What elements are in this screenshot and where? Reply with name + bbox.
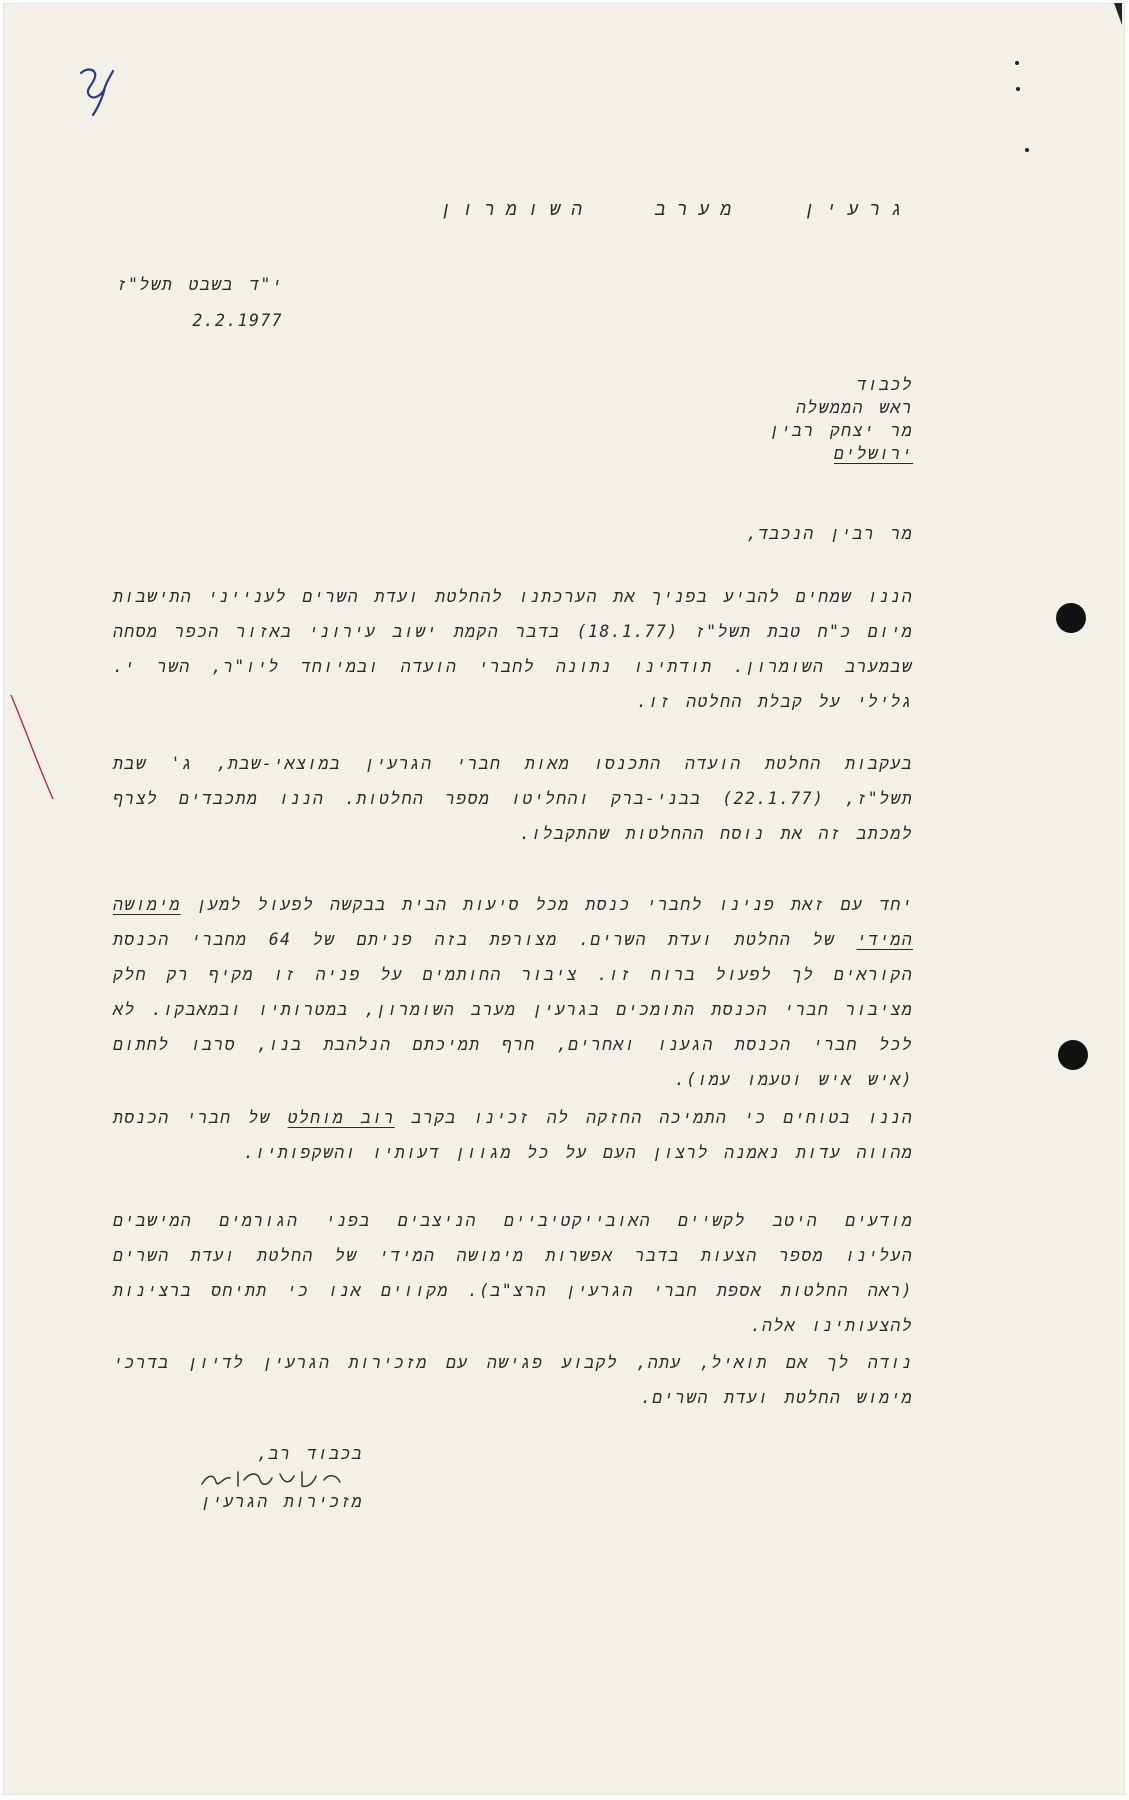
address-line-1: לכבוד <box>856 375 913 394</box>
paragraph-4 <box>113 1100 913 1170</box>
handwritten-page-number <box>75 65 123 117</box>
letterhead: גרעין מערב השומרון <box>440 199 913 220</box>
closing-line-1: בכבוד רב, <box>257 1444 363 1463</box>
paragraph-3-underlined: מימושה המידי <box>113 895 913 949</box>
address-line-4: ירושלים <box>833 444 913 463</box>
punch-dot-2 <box>1016 87 1020 91</box>
gregorian-date: 2.2.1977 <box>192 311 283 330</box>
paragraph-4-end: של חברי הכנסת מהווה עדות נאמנה לרצון העם על כל מגוון דעותיו והשקפותיו. <box>113 1108 913 1162</box>
handwritten-signature <box>198 1466 348 1492</box>
closing-line-2: מזכירות הגרעין <box>200 1492 363 1511</box>
paragraph-3-end: של החלטת ועדת השרים. מצורפת בזה פניתם של 64 מחברי הכנסת הקוראים לך לפעול ברוח זו. ציבור החותמים על פניה זו מקיף רק חלק מציבור חברי הכנסת התומכים בגרעין מערב השומרון, במטרותיו ובמאבקו. לא לכל חברי הכנסת הגענו ואחרים, חרף תמיכתם הנלהבת בנו, סרבו לחתום (איש איש וטעמו עמו). <box>113 930 913 1089</box>
address-line-3: מר יצחק רבין <box>769 421 913 440</box>
margin-mark <box>7 693 57 803</box>
hebrew-date: י"ד בשבט תשל"ז <box>116 275 283 294</box>
page-corner-mark <box>1114 3 1122 25</box>
paragraph-6: נודה לך אם תואיל, עתה, לקבוע פגישה עם מזכירות הגרעין לדיון בדרכי מימוש החלטת ועדת השרים. <box>113 1353 913 1407</box>
paragraph-1: הננו שמחים להביע בפניך את הערכתנו להחלטת ועדת השרים לענייני התישבות מיום כ"ח טבת תשל"ז (18.1.77) בדבר הקמת ישוב עירוני באזור הכפר מסחה שבמערב השומרון. תודתינו נתונה לחברי הועדה ובמיוחד ליו"ר, השר י. גלילי על קבלת החלטה זו. <box>113 587 913 711</box>
address-line-2: ראש הממשלה <box>795 398 913 417</box>
paragraph-3-start: יחד עם זאת פנינו לחברי כנסת מכל סיעות הבית בבקשה לפעול למען <box>180 895 913 914</box>
paragraph-3 <box>113 887 913 1097</box>
paragraph-4-start: הננו בטוחים כי התמיכה החזקה לה זכינו בקרב <box>394 1108 913 1127</box>
date-block <box>113 267 283 339</box>
recipient-address <box>113 373 913 465</box>
punch-dot-1 <box>1015 61 1019 65</box>
binder-hole-top <box>1056 603 1086 633</box>
punch-dot-3 <box>1025 148 1029 152</box>
paragraph-4-underlined: רוב מוחלט <box>287 1108 395 1127</box>
paragraph-2: בעקבות החלטת הועדה התכנסו מאות חברי הגרעין במוצאי-שבת, ג' שבת תשל"ז, (22.1.77) בבני-ברק והחליטו מספר החלטות. הננו מתכבדים לצרף למכתב זה את נוסח ההחלטות שהתקבלו. <box>113 754 913 843</box>
binder-hole-bottom <box>1058 1040 1088 1070</box>
scanned-letter-page <box>3 3 1125 1795</box>
paragraph-5: מודעים היטב לקשיים האובייקטיביים הניצבים בפני הגורמים המישבים העלינו מספר הצעות בדבר אפשרות מימושה המידי של החלטת ועדת השרים (ראה החלטות אספת חברי הגרעין הרצ"ב). מקווים אנו כי תתיחס ברצינות להצעותינו אלה. <box>113 1211 913 1335</box>
salutation: מר רבין הנכבד, <box>746 524 913 543</box>
